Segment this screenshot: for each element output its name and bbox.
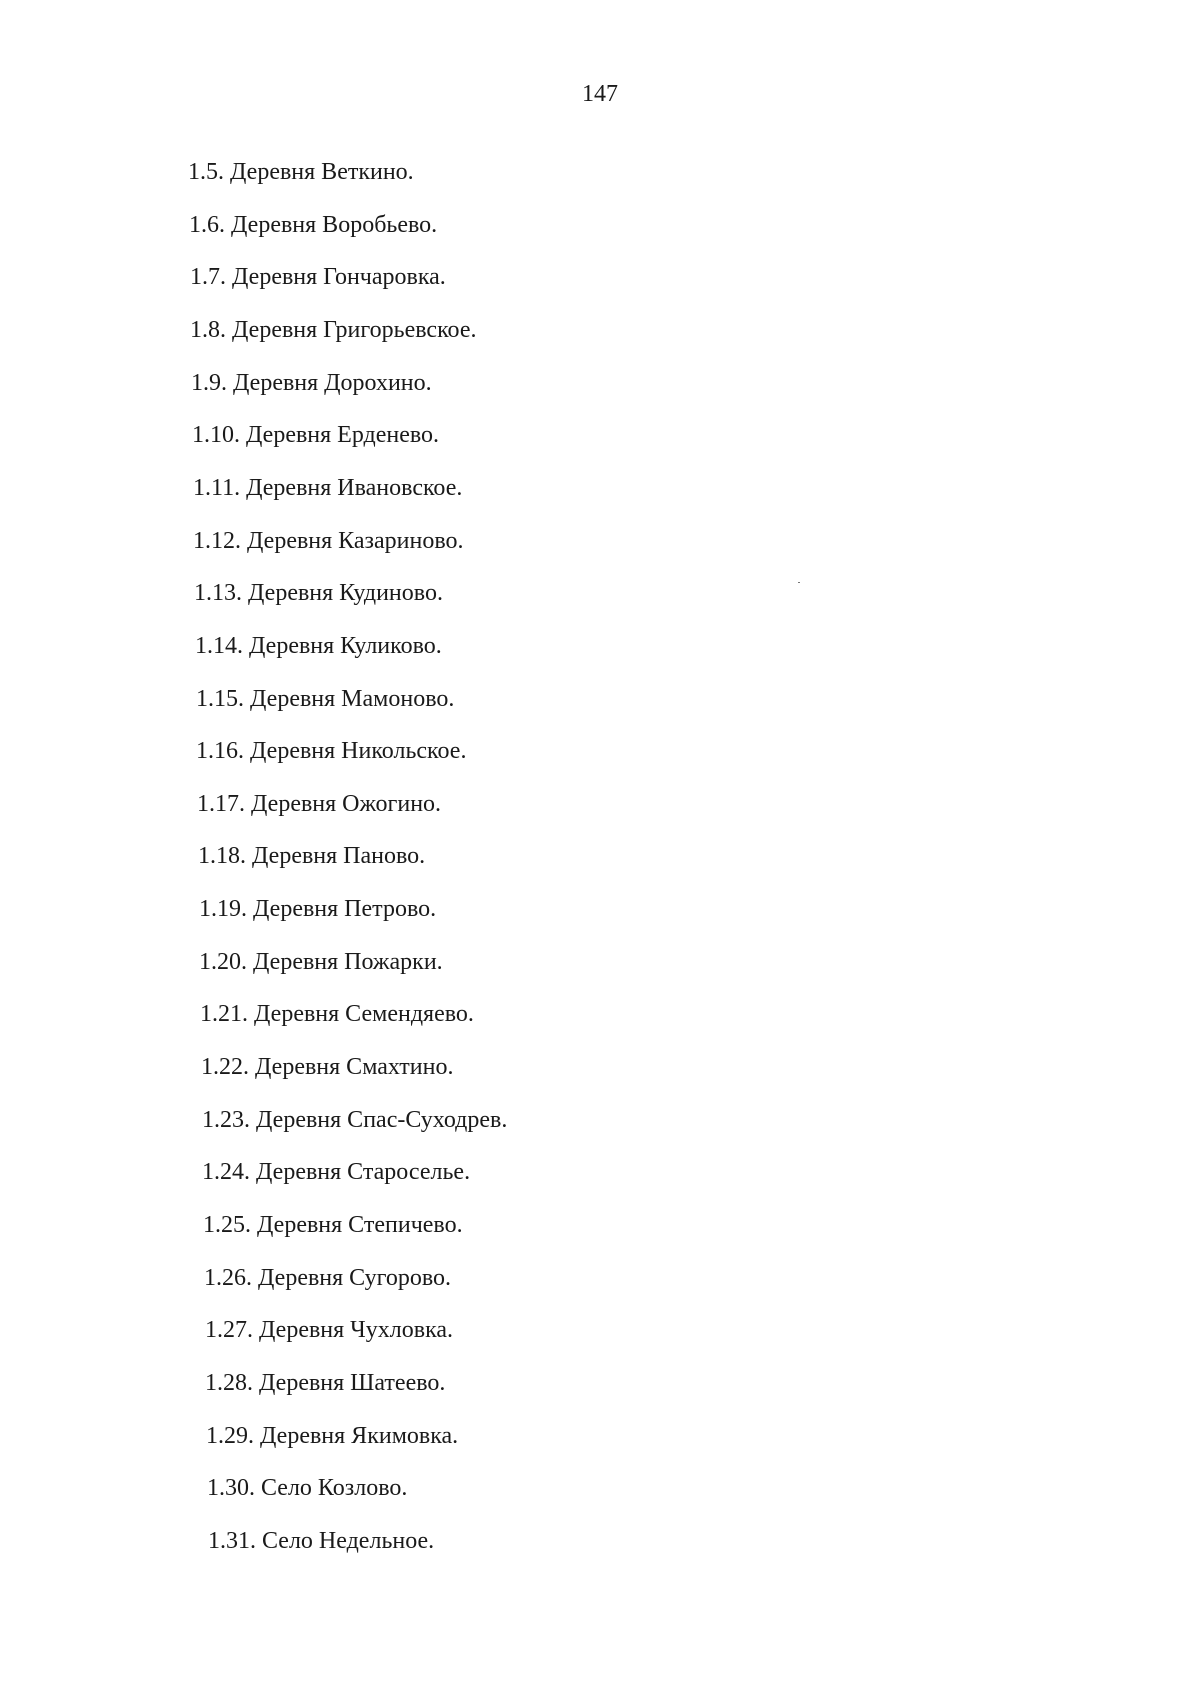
- list-item: 1.17. Деревня Ожогино.: [197, 791, 442, 817]
- list-item: 1.9. Деревня Дорохино.: [191, 370, 432, 396]
- list-item: 1.25. Деревня Степичево.: [203, 1212, 463, 1238]
- list-item: 1.28. Деревня Шатеево.: [205, 1370, 446, 1396]
- list-item: 1.29. Деревня Якимовка.: [206, 1423, 459, 1449]
- list-item: 1.19. Деревня Петрово.: [199, 896, 437, 922]
- list-item: 1.16. Деревня Никольское.: [196, 738, 467, 764]
- list-item: 1.26. Деревня Сугорово.: [204, 1265, 452, 1291]
- list-item: 1.18. Деревня Паново.: [198, 843, 426, 869]
- list-item: 1.23. Деревня Спас-Суходрев.: [202, 1107, 508, 1133]
- list-item: 1.20. Деревня Пожарки.: [199, 949, 443, 975]
- list-item: 1.5. Деревня Веткино.: [188, 159, 414, 185]
- list-item: 1.14. Деревня Куликово.: [195, 633, 442, 659]
- list-item: 1.6. Деревня Воробьево.: [189, 212, 438, 238]
- list-item: 1.30. Село Козлово.: [207, 1475, 408, 1501]
- list-item: 1.31. Село Недельное.: [208, 1528, 435, 1554]
- list-item: 1.7. Деревня Гончаровка.: [190, 264, 446, 290]
- list-item: 1.22. Деревня Смахтино.: [201, 1054, 454, 1080]
- list-item: 1.10. Деревня Ерденево.: [192, 422, 440, 448]
- list-item: 1.13. Деревня Кудиново.: [194, 580, 443, 606]
- page-number: 147: [582, 81, 618, 107]
- list-item: 1.27. Деревня Чухловка.: [205, 1317, 454, 1343]
- list-item: 1.12. Деревня Казариново.: [193, 528, 464, 554]
- list-item: 1.21. Деревня Семендяево.: [200, 1001, 474, 1027]
- list-item: 1.8. Деревня Григорьевское.: [190, 317, 477, 343]
- list-item: 1.24. Деревня Староселье.: [202, 1159, 471, 1185]
- list-item: 1.11. Деревня Ивановское.: [193, 475, 463, 501]
- list-item: 1.15. Деревня Мамоново.: [196, 686, 455, 712]
- scan-speck: [798, 582, 800, 583]
